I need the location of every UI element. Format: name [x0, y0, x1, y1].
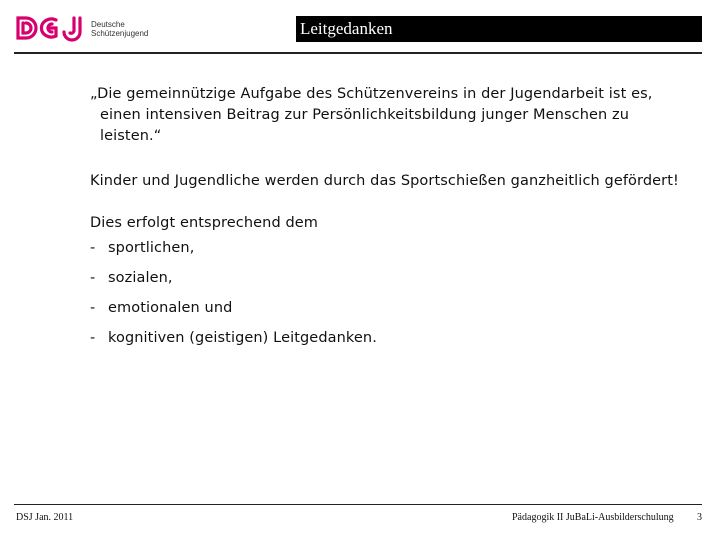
- bullet-list: [90, 238, 377, 358]
- bullet-text: kognitiven (geistigen) Leitgedanken.: [108, 330, 377, 346]
- footer-course: Pädagogik II JuBaLi-Ausbilderschulung: [512, 512, 674, 523]
- logo-text: [91, 20, 148, 38]
- footer-divider: [14, 504, 702, 505]
- logo-text-line1: Deutsche: [91, 20, 125, 29]
- bullet-text: sportlichen,: [108, 240, 195, 256]
- slide-content: [90, 84, 690, 346]
- dsj-logo-icon: [14, 14, 86, 42]
- quote-line-3: leisten.“: [100, 128, 162, 144]
- bullet-text: emotionalen und: [108, 300, 233, 316]
- bullet-dash: -: [90, 270, 96, 286]
- page-number: 3: [697, 512, 702, 523]
- quote-line-1: „Die gemeinnützige Aufgabe des Schützenvereins in der Jugendarbeit ist es,: [90, 86, 653, 102]
- quote-block: [90, 84, 690, 147]
- logo-text-line2: Schützenjugend: [91, 29, 149, 38]
- statement-text: Kinder und Jugendliche werden durch das Sportschießen ganzheitlich gefördert!: [90, 173, 679, 189]
- quote-line-2: einen intensiven Beitrag zur Persönlichkeitsbildung junger Menschen zu: [100, 107, 630, 123]
- bullet-text: sozialen,: [108, 270, 173, 286]
- footer-date: DSJ Jan. 2011: [16, 512, 74, 523]
- list-item: [90, 328, 377, 358]
- dsj-logo: [14, 14, 164, 46]
- header-divider: [14, 52, 702, 54]
- bullet-dash: -: [90, 240, 96, 256]
- slide-title: Leitgedanken: [296, 16, 702, 42]
- bullet-dash: -: [90, 300, 96, 316]
- list-item: [90, 298, 377, 328]
- intro-text: Dies erfolgt entsprechend dem: [90, 215, 319, 231]
- bullet-dash: -: [90, 330, 96, 346]
- list-item: [90, 238, 377, 268]
- list-item: [90, 268, 377, 298]
